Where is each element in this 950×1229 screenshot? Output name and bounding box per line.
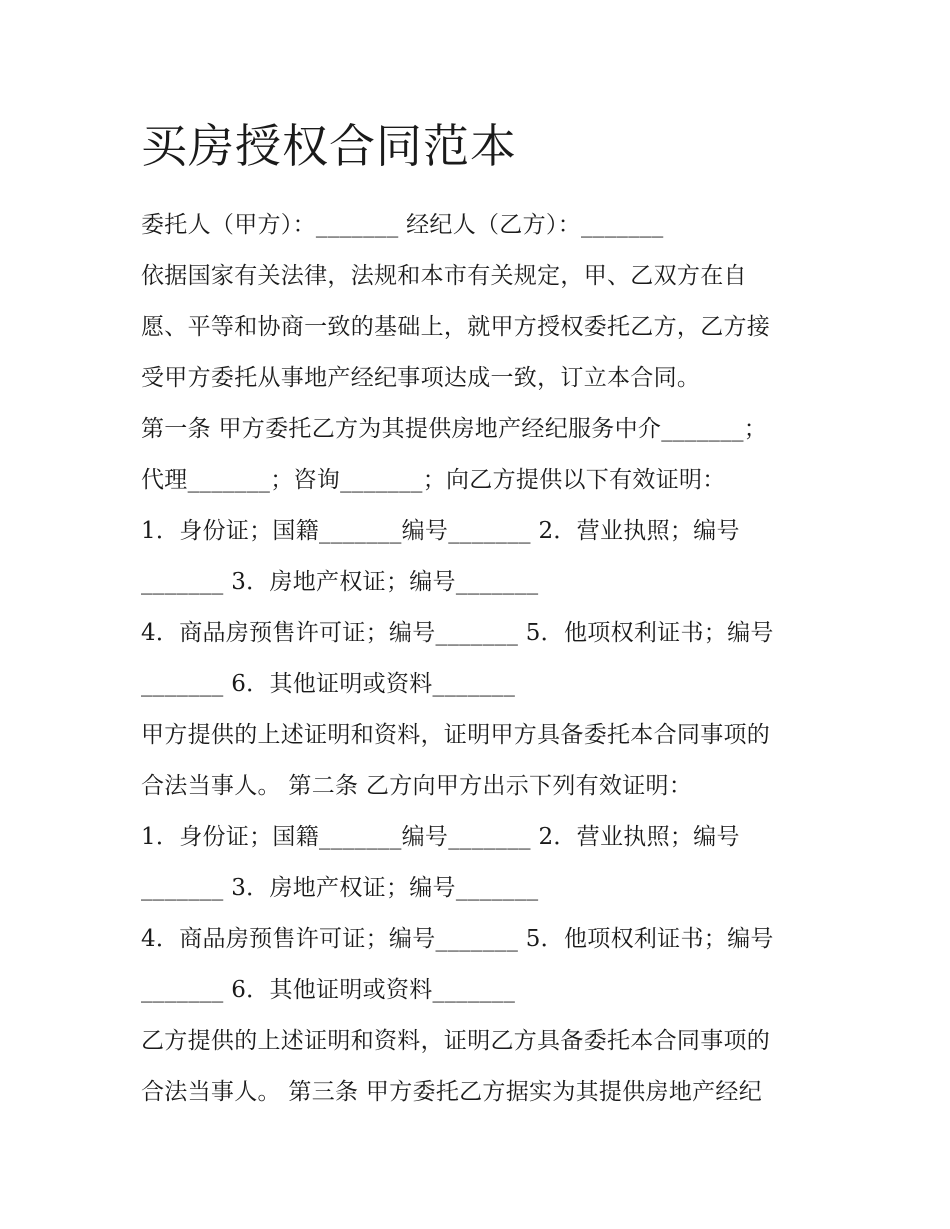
article-one-line: 第一条 甲方委托乙方为其提供房地产经纪服务中介_______；	[141, 416, 768, 442]
document-body	[141, 200, 831, 1118]
text-line: 甲方提供的上述证明和资料，证明甲方具备委托本合同事项的	[141, 722, 771, 748]
text-line: 愿、平等和协商一致的基础上，就甲方授权委托乙方，乙方接	[141, 314, 771, 340]
certificate-line: 4．商品房预售许可证；编号_______ 5．他项权利证书；编号	[141, 620, 774, 646]
certificate-line: _______ 3．房地产权证；编号_______	[141, 569, 539, 595]
document-title: 买房授权合同范本	[141, 119, 517, 173]
certificate-line: _______ 3．房地产权证；编号_______	[141, 875, 539, 901]
text-line: 代理_______；咨询_______；向乙方提供以下有效证明：	[141, 467, 726, 493]
party-line: 委托人（甲方）：_______ 经纪人（乙方）：_______	[141, 212, 664, 238]
text-line: 受甲方委托从事地产经纪事项达成一致，订立本合同。	[141, 365, 701, 391]
certificate-line: 1．身份证；国籍_______编号_______ 2．营业执照；编号	[141, 518, 740, 544]
text-line: 依据国家有关法律，法规和本市有关规定，甲、乙双方在自	[141, 263, 747, 289]
text-line: 乙方提供的上述证明和资料，证明乙方具备委托本合同事项的	[141, 1028, 771, 1054]
certificate-line: 1．身份证；国籍_______编号_______ 2．营业执照；编号	[141, 824, 740, 850]
certificate-line: _______ 6．其他证明或资料_______	[141, 671, 516, 697]
article-three-line: 合法当事人。 第三条 甲方委托乙方据实为其提供房地产经纪	[141, 1079, 763, 1105]
article-two-line: 合法当事人。 第二条 乙方向甲方出示下列有效证明：	[141, 773, 693, 799]
certificate-line: _______ 6．其他证明或资料_______	[141, 977, 516, 1003]
certificate-line: 4．商品房预售许可证；编号_______ 5．他项权利证书；编号	[141, 926, 774, 952]
